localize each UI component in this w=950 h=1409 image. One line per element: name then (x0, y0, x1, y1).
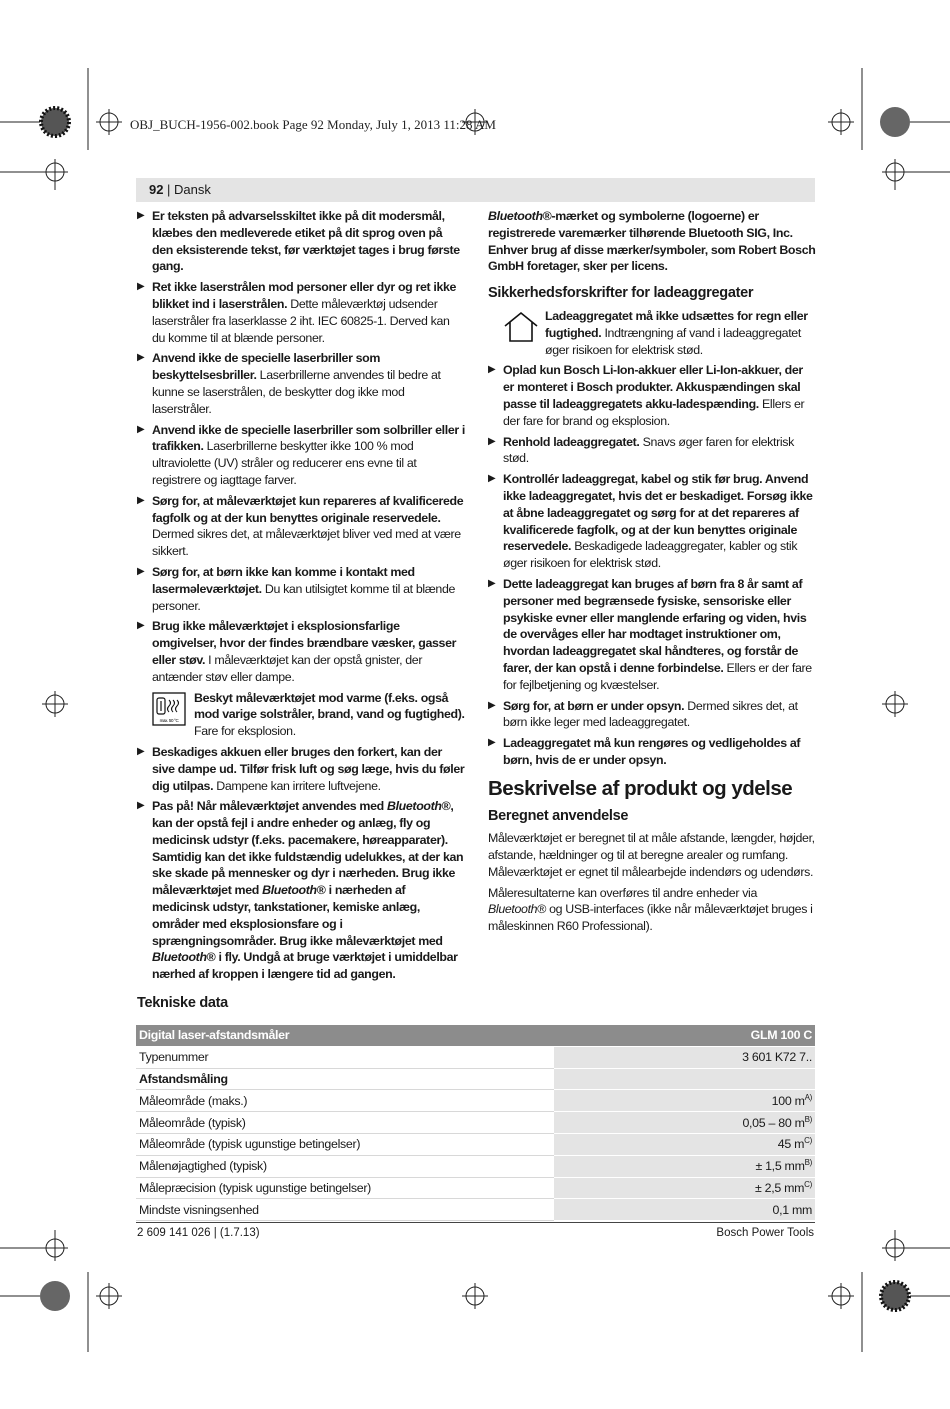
table-cell-label: Mindste visningsenhed (136, 1199, 554, 1221)
bullet-arrow-icon: ▶ (488, 435, 496, 447)
table-row (136, 1068, 815, 1090)
table-cell-label: Afstandsmåling (136, 1068, 554, 1090)
bullet-arrow-icon: ▶ (137, 620, 145, 632)
header-language: Dansk (174, 182, 211, 197)
bluetooth-trademark-note: Bluetooth®-mærket og symbolerne (logoerne) er registrerede varemærker tilhørende Bluetooth SIG, Inc. Enhver brug af disse mærker/symboler, som Robert Bosch GmbH foretager, sker per licens. (488, 209, 816, 274)
heat-icon-caption: max. 50 °C (159, 717, 179, 723)
bullet-arrow-icon: ▶ (137, 800, 145, 812)
left-column (137, 208, 465, 987)
list-item: ▶ Beskadiges akkuen eller bruges den forkert, kan der sive dampe ud. Tilfør frisk luft og søg læge, hvis du føler dig utilpas. Dampene kan irritere luftvejene. (137, 744, 465, 793)
table-cell-label: Målepræcision (typisk ugunstige betingelser) (136, 1177, 554, 1199)
right-column (488, 208, 816, 939)
table-row (136, 1177, 815, 1199)
table-cell-value (554, 1090, 815, 1112)
footnote-marker: B) (804, 1114, 812, 1124)
table-cell-value (554, 1199, 815, 1221)
house-icon (502, 310, 540, 344)
paragraph: Måleresultaterne kan overføres til andre enheder via Bluetooth® og USB-interfaces (ikke når måleværktøjet bruges i måleskinnen R60 Professional). (488, 885, 813, 934)
bullet-arrow-icon: ▶ (488, 364, 496, 376)
value-text: 0,1 mm (772, 1202, 812, 1217)
value-text: 0,05 – 80 m (742, 1115, 805, 1130)
list-item: ▶ Anvend ikke de specielle laserbriller som beskyttelsesbriller. Laserbrillerne anvendes til bedre at kunne se laserstrålen, de beskytter dog ikke mod laserstråler. (137, 351, 441, 416)
table-header-row (136, 1025, 815, 1046)
list-item: Ladeaggregatet må ikke udsættes for regn eller fugtighed. Indtrængning af vand i ladeaggregatet øger risikoen for elektrisk stød. (488, 308, 816, 358)
table-cell-value (554, 1068, 815, 1090)
tech-data-heading: Tekniske data (137, 995, 228, 1011)
tech-data-table (136, 1025, 815, 1221)
page-number: 92 (149, 182, 164, 197)
bullet-arrow-icon: ▶ (137, 210, 145, 221)
table-row (136, 1199, 815, 1221)
table-cell-value (554, 1112, 815, 1134)
list-item: ▶ Oplad kun Bosch Li-Ion-akkuer eller Li-Ion-akkuer, der er monteret i Bosch produkter. Akkuspændingen skal passe til ladeaggregatets akku-ladespænding. Ellers er der fare for brand og eksplosion. (488, 363, 805, 428)
list-item: ▶ Kontrollér ladeaggregat, kabel og stik før brug. Anvend ikke ladeaggregatet, hvis det er beskadiget. Forsøg ikke at åbne ladeaggregatet og sørg for at det repareres af kvalificerede fagfolk, og at der kun benyttes originale reservedele. Beskadigede ladeaggregater, kabler og stik øger risikoen for elektrisk stød. (488, 472, 813, 571)
book-info-line: OBJ_BUCH-1956-002.book Page 92 Monday, July 1, 2013 11:28 AM (130, 117, 496, 132)
list-item: ▶ Ladeaggregatet må kun rengøres og vedligeholdes af børn, hvis de er under opsyn. (488, 736, 801, 767)
table-cell-value (554, 1046, 815, 1068)
list-item: ▶ Dette ladeaggregat kan bruges af børn fra 8 år samt af personer med begrænsede fysiske, sensoriske eller psykiske evner eller manglende erfaring og viden, hvis de overvåges eller har modtaget instruktioner om, hvordan ladeaggregatet skal håndteres, og forstår de farer, der kan opstå i denne forbindelse. Ellers er der fare for fejlbetjening og kvæstelser. (488, 576, 812, 692)
heat-warning-icon (152, 692, 186, 726)
table-row (136, 1112, 815, 1134)
table-cell-label: Måleområde (typisk) (136, 1112, 554, 1134)
list-item: ▶ Sørg for, at børn er under opsyn. Dermed sikres det, at børn ikke leger med ladeaggregatet. (488, 698, 798, 730)
list-item: ▶ Brug ikke måleværktøjet i eksplosionsfarlige omgivelser, hvor der findes brændbare væsker, gasser eller støv. I måleværktøjet kan der opstå gnister, der antænder støv eller dampe. (137, 619, 457, 684)
section-heading-product: Beskrivelse af produkt og ydelse (488, 776, 793, 800)
footnote-marker: C) (804, 1179, 812, 1189)
list-item: ▶ Renhold ladeaggregatet. Snavs øger faren for elektrisk stød. (488, 434, 794, 466)
footnote-marker: B) (804, 1158, 812, 1168)
table-row (136, 1133, 815, 1155)
bullet-arrow-icon: ▶ (137, 281, 145, 293)
table-header-label: Digital laser-afstandsmåler (136, 1025, 554, 1046)
table-cell-label: Målenøjagtighed (typisk) (136, 1155, 554, 1177)
footnote-marker: C) (804, 1136, 812, 1146)
table-row (136, 1046, 815, 1068)
paragraph: Måleværktøjet er beregnet til at måle afstande, længder, højder, afstande, hældninger og til at beregne arealer og rumfang. Måleværktøjet er egnet til målearbejde indendørs og udendørs. (488, 831, 815, 879)
table-cell-value (554, 1133, 815, 1155)
header-separator: | (167, 182, 171, 197)
bullet-arrow-icon: ▶ (488, 737, 496, 749)
list-item: ▶ Sørg for, at børn ikke kan komme i kontakt med laserməleværktøjet. Du kan utilsigtet komme til at blænde personer. (137, 564, 456, 613)
table-row (136, 1090, 815, 1112)
bullet-arrow-icon: ▶ (137, 352, 145, 364)
bullet-arrow-icon: ▶ (488, 577, 496, 589)
list-item: ▶ Er teksten på advarselsskiltet ikke på dit modersmål, klæbes den medleverede etiket på dit sprog oven på den eksisterende tekst, før værktøjet tages i brug første gang. (137, 209, 460, 274)
section-heading-intended-use: Beregnet anvendelse (488, 807, 629, 824)
list-item: ▶ Ret ikke laserstrålen mod personer eller dyr og ret ikke blikket ind i laserstrålen. Dette måleværktøj udsender laserstråler fra laserklasse 2 iht. IEC 60825-1. Derved kan du komme til at blænde personer. (137, 280, 457, 345)
value-text: 100 m (771, 1093, 805, 1108)
bullet-arrow-icon: ▶ (137, 494, 145, 506)
page-header (136, 178, 815, 202)
section-heading-charger-safety: Sikkerhedsforskrifter for ladeaggregater (488, 285, 754, 302)
bullet-arrow-icon: ▶ (488, 699, 496, 711)
bullet-arrow-icon: ▶ (137, 423, 145, 435)
table-cell-label: Måleområde (maks.) (136, 1090, 554, 1112)
table-cell-label: Måleområde (typisk ugunstige betingelser) (136, 1133, 554, 1155)
table-cell-value (554, 1177, 815, 1199)
list-item: max. 50 °C Beskyt måleværktøjet mod varme (f.eks. også mod varige solstråler, brand, vand og fugtighed). Fare for eksplosion. (137, 690, 465, 740)
footnote-marker: A) (804, 1092, 812, 1102)
table-cell-label: Typenummer (136, 1046, 554, 1068)
value-text: 45 m (777, 1137, 805, 1152)
bullet-arrow-icon: ▶ (488, 473, 496, 485)
list-item: ▶ Pas på! Når måleværktøjet anvendes med Bluetooth®, kan der opstå fejl i andre enheder og anlæg, fly og medicinsk udstyr (f.eks. pacemakere, høreapparater). Samtidig kan det ikke fuldstændig udelukkes, at der kan ske skade på mennesker og dyr i nærheden. Brug ikke måleværktøjet med Bluetooth® i nærheden af medicinsk udstyr, tankstationer, kemiske anlæg, områder med eksplosionsfare og i sprængningsområder. Brug ikke måleværktøjet med Bluetooth® i fly. Undgå at bruge værktøjet i umiddelbar nærhed af kroppen i længere tid ad gangen. (137, 799, 464, 982)
list-item: ▶ Sørg for, at måleværktøjet kun repareres af kvalificerede fagfolk og at der kun benyttes originale reservedele. Dermed sikres det, at måleværktøjet bliver ved med at være sikkert. (137, 493, 464, 559)
bullet-arrow-icon: ▶ (137, 745, 145, 757)
list-item: ▶ Anvend ikke de specielle laserbriller som solbriller eller i trafikken. Laserbrillerne beskytter ikke 100 % mod ultraviolette (UV) stråler og reducerer ens evne til at registrere og iagttage farver. (137, 422, 466, 487)
footer-rule (136, 1222, 815, 1223)
table-cell-value (554, 1155, 815, 1177)
footer-doc-number: 2 609 141 026 | (1.7.13) (137, 1227, 260, 1239)
bullet-arrow-icon: ▶ (137, 565, 145, 577)
table-header-value: GLM 100 C (554, 1025, 815, 1046)
value-text: ± 1,5 mm (755, 1159, 805, 1174)
footer-brand: Bosch Power Tools (716, 1227, 814, 1239)
value-text: 3 601 K72 7.. (742, 1050, 812, 1065)
value-text: ± 2,5 mm (755, 1180, 805, 1195)
table-row (136, 1155, 815, 1177)
